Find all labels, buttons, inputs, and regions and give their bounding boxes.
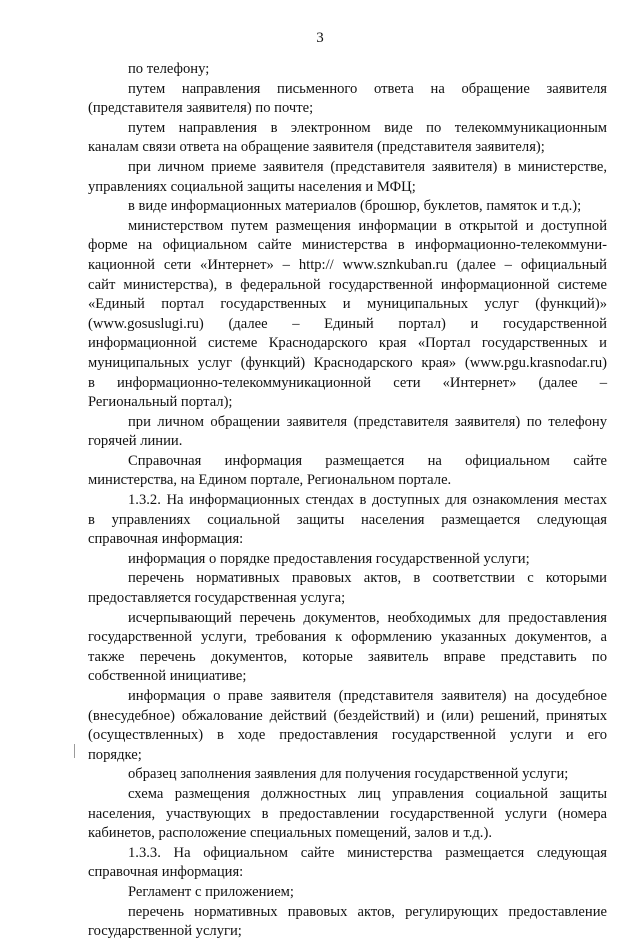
text-line: образец заполнения заявления для получения государственной услуги; xyxy=(128,766,569,783)
text-line: по телефону; xyxy=(128,61,210,77)
text-line: в виде информационных материалов (брошюр, буклетов, памяток и т.д.); xyxy=(128,198,582,215)
paragraph xyxy=(88,158,607,197)
paragraph xyxy=(88,609,607,687)
text-line: (представителя заявителя) по почте; xyxy=(88,100,314,117)
text-line: при личном приеме заявителя (представителя заявителя) в министерстве, xyxy=(128,158,607,175)
text-line: справочная информация: xyxy=(88,531,244,548)
paragraph xyxy=(88,217,607,413)
paragraph xyxy=(88,883,607,903)
text-line: путем направления в электронном виде по телекоммуникационным xyxy=(128,119,607,136)
paragraph xyxy=(88,491,607,550)
text-line: каналам связи ответа на обращение заявителя (представителя заявителя); xyxy=(88,139,545,156)
text-line: информация о праве заявителя (представителя заявителя) на досудебное xyxy=(128,688,607,704)
text-line: также перечень документов, которые заявитель вправе представить по xyxy=(88,648,607,665)
paragraph xyxy=(88,569,607,608)
text-line: схема размещения должностных лиц управления социальной защиты xyxy=(128,785,607,802)
text-line: перечень нормативных правовых актов, регулирующих предоставление xyxy=(128,903,607,920)
text-line: в информационно-телекоммуникационной сети «Интернет» (далее – xyxy=(88,374,607,391)
text-line: управлениях социальной защиты населения и МФЦ; xyxy=(88,178,416,195)
text-line: путем направления письменного ответа на обращение заявителя xyxy=(128,80,607,97)
paragraph xyxy=(88,80,607,119)
paragraph xyxy=(88,550,607,570)
text-line: перечень нормативных правовых актов, в соответствии с которыми xyxy=(128,570,607,587)
page-number: 3 xyxy=(316,30,324,46)
text-line: при личном обращении заявителя (представителя заявителя) по телефону xyxy=(128,413,607,430)
text-line: (www.gosuslugi.ru) (далее – Единый портал) и государственной xyxy=(88,315,607,332)
text-line: сайт министерства), в федеральной государственной информационной системе xyxy=(88,276,607,293)
text-line: исчерпывающий перечень документов, необходимых для предоставления xyxy=(128,609,607,626)
text-line: собственной инициативе; xyxy=(88,668,247,685)
text-line: предоставляется государственная услуга; xyxy=(88,590,346,607)
paragraph xyxy=(88,119,607,158)
paragraph xyxy=(88,903,607,942)
text-line: информация о порядке предоставления государственной услуги; xyxy=(128,550,530,567)
text-line: (внесудебное) обжалование действий (бездействий) и (или) решений, принятых xyxy=(88,707,607,724)
text-line: государственной услуги; xyxy=(88,923,242,940)
text-line: 1.3.3. На официальном сайте министерства размещается следующая xyxy=(128,844,607,861)
text-line: в управлениях социальной защиты населения размещается следующая xyxy=(88,511,607,528)
text-line: кационной сети «Интернет» – http:// www.sznkuban.ru (далее – официальный xyxy=(88,256,607,273)
paragraph xyxy=(88,60,607,80)
paragraph xyxy=(88,765,607,785)
document-body xyxy=(88,60,607,942)
text-line: горячей линии. xyxy=(88,433,183,450)
text-line: государственной услуги, требования к оформлению указанных документов, а xyxy=(88,629,607,646)
text-line: Справочная информация размещается на официальном сайте xyxy=(128,452,607,469)
margin-mark xyxy=(74,744,75,758)
paragraph xyxy=(88,197,607,217)
paragraph xyxy=(88,844,607,883)
paragraph xyxy=(88,413,607,452)
paragraph xyxy=(88,687,607,765)
text-line: 1.3.2. На информационных стендах в доступных для ознакомления местах xyxy=(128,492,607,509)
text-line: справочная информация: xyxy=(88,864,244,881)
text-line: (осуществленных) в ходе предоставления государственной услуги и его xyxy=(88,727,607,744)
text-line: Регламент с приложением; xyxy=(128,883,294,900)
text-line: информационной системе Краснодарского края «Портал государственных и xyxy=(88,335,607,352)
text-line: форме на официальном сайте министерства в информационно-телекоммуни- xyxy=(88,237,607,254)
text-line: порядке; xyxy=(88,746,142,763)
text-line: муниципальных услуг (функций) Краснодарского края» (www.pgu.krasnodar.ru) xyxy=(88,354,607,371)
paragraph xyxy=(88,452,607,491)
text-line: Региональный портал); xyxy=(88,394,233,411)
text-line: «Единый портал государственных и муниципальных услуг (функций)» xyxy=(88,296,607,313)
text-line: населения, участвующих в предоставлении государственной услуги (номера xyxy=(88,805,607,822)
text-line: кабинетов, расположение специальных помещений, залов и т.д.). xyxy=(88,825,492,842)
paragraph xyxy=(88,785,607,844)
text-line: министерства, на Едином портале, Региональном портале. xyxy=(88,472,452,489)
text-line: министерством путем размещения информации в открытой и доступной xyxy=(128,217,607,234)
